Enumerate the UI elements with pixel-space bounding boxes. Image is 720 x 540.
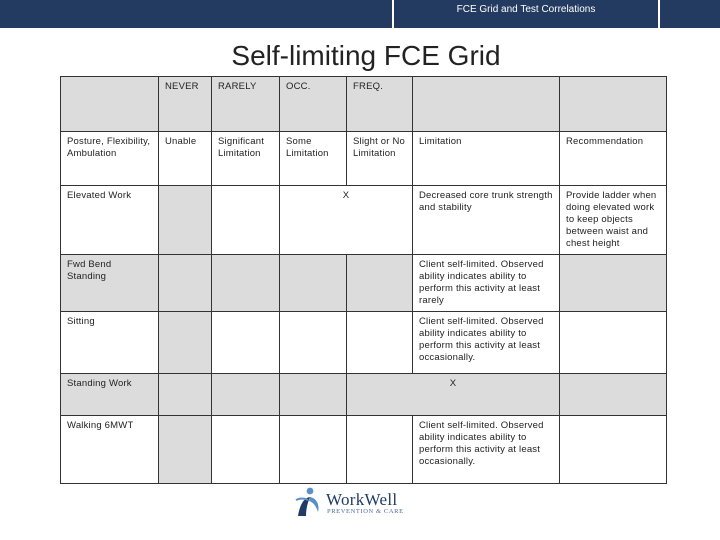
row-label: Standing Work [61,374,159,416]
grid-cell [159,312,212,374]
x-mark: X [280,186,413,255]
grid-cell [159,255,212,312]
column-header-recommendation: Recommendation [560,132,667,186]
grid-cell [280,255,347,312]
header-cell-blank-recommendation [560,77,667,132]
header-cell-freq: FREQ. [347,77,413,132]
logo-brand-text: WorkWell [326,490,398,509]
table-row [61,186,667,255]
row-label: Fwd Bend Standing [61,255,159,312]
table-row [61,416,667,484]
top-bar-left-stripe [0,0,392,28]
limitation-cell: Client self-limited. Observed ability indicates ability to perform this activity at least rarely [413,255,560,312]
limitation-cell: Decreased core trunk strength and stability [413,186,560,255]
table-row [61,374,667,416]
header-cell-blank-limitation [413,77,560,132]
header-cell-occ: OCC. [280,77,347,132]
slide-title: Self-limiting FCE Grid [231,40,501,71]
x-mark: X [347,374,560,416]
row-label: Walking 6MWT [61,416,159,484]
row-label: Sitting [61,312,159,374]
grid-cell [212,374,280,416]
table-row [61,255,667,312]
header-title: FCE Grid and Test Correlations [456,4,596,15]
scale-cell-unable: Unable [159,132,212,186]
scale-cell-slight: Slight or No Limitation [347,132,413,186]
top-bar-right-stripe [660,0,720,28]
frequency-header-row [61,77,667,132]
table-row [61,312,667,374]
recommendation-cell [560,374,667,416]
grid-cell [212,312,280,374]
recommendation-cell [560,255,667,312]
grid-cell [159,374,212,416]
fce-grid-table [60,76,667,484]
top-bar [0,0,720,28]
row-label: Elevated Work [61,186,159,255]
recommendation-cell [560,312,667,374]
column-header-limitation: Limitation [413,132,560,186]
header-cell-rarely: RARELY [212,77,280,132]
grid-cell [159,416,212,484]
grid-cell [159,186,212,255]
person-figure-icon [294,486,322,520]
grid-cell [280,312,347,374]
scale-cell-significant: Significant Limitation [212,132,280,186]
grid-cell [280,416,347,484]
header-cell-never: NEVER [159,77,212,132]
grid-cell [347,416,413,484]
header-cell-blank [61,77,159,132]
grid-cell [212,255,280,312]
recommendation-cell: Provide ladder when doing elevated work to keep objects between waist and chest height [560,186,667,255]
logo-tagline: PREVENTION & CARE [327,508,404,515]
grid-cell [212,416,280,484]
scale-cell-category: Posture, Flexibility, Ambulation [61,132,159,186]
limitation-cell: Client self-limited. Observed ability indicates ability to perform this activity at least occasionally. [413,416,560,484]
grid-cell [212,186,280,255]
scale-cell-some: Some Limitation [280,132,347,186]
grid-cell [280,374,347,416]
limitation-cell: Client self-limited. Observed ability indicates ability to perform this activity at least occasionally. [413,312,560,374]
workwell-logo [294,486,424,520]
scale-row [61,132,667,186]
recommendation-cell [560,416,667,484]
grid-cell [347,255,413,312]
grid-cell [347,312,413,374]
